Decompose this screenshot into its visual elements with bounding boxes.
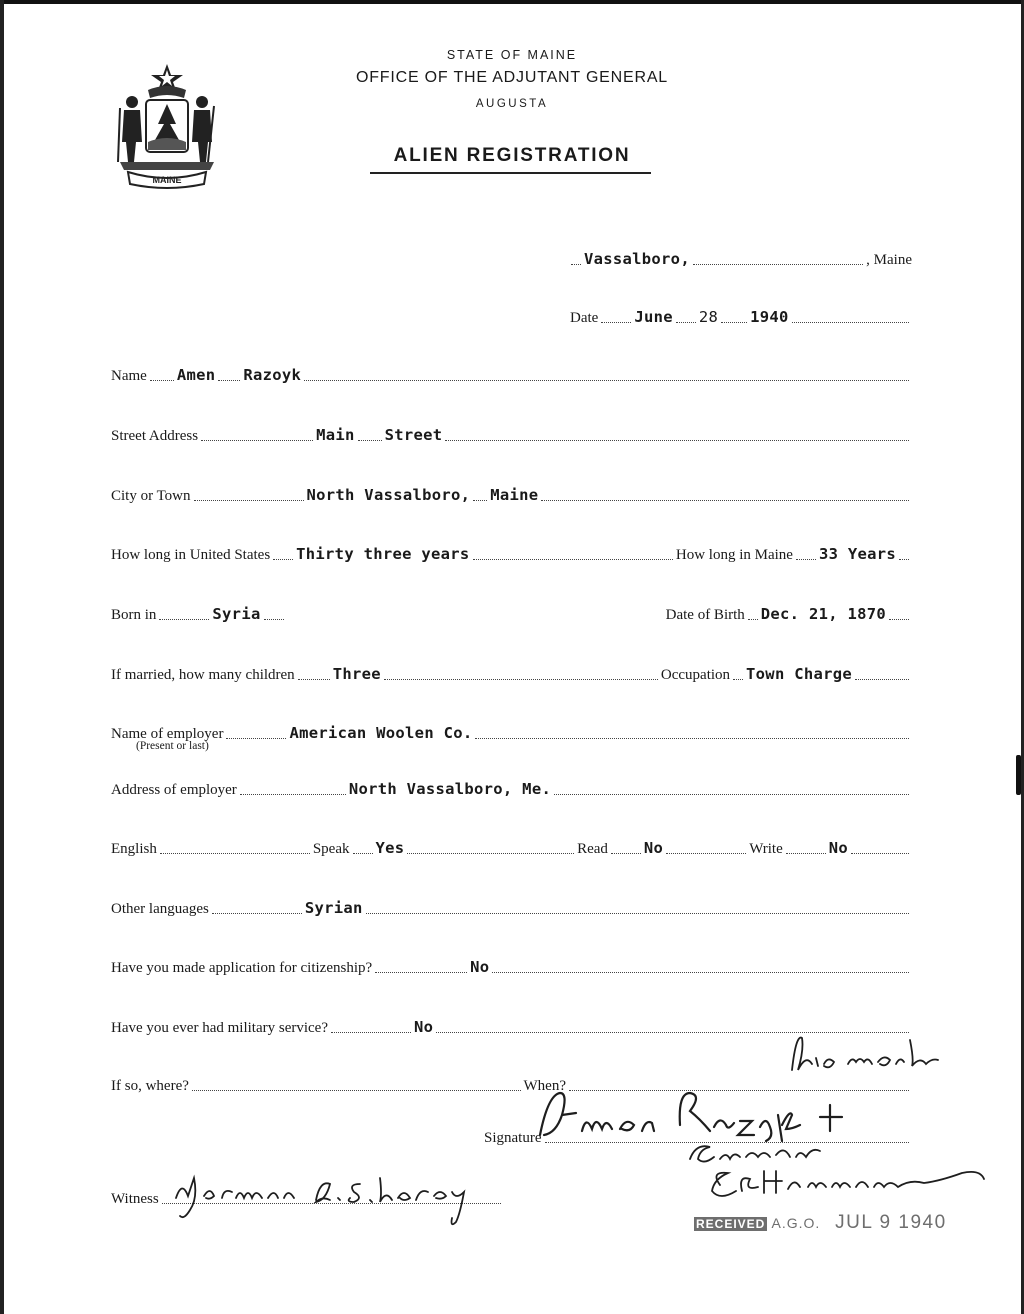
- scan-edge-mark: [1016, 755, 1021, 795]
- english-field: [111, 833, 912, 859]
- name-first: Amen: [176, 366, 216, 384]
- citizenship-field: [111, 952, 912, 978]
- employer-value: American Woolen Co.: [289, 724, 473, 742]
- name-last: Razoyk: [243, 366, 302, 384]
- scan-border-left: [0, 0, 4, 1314]
- speak-label: Speak: [312, 841, 350, 857]
- city-label: City or Town: [111, 488, 191, 504]
- street-address-part2: Street: [384, 426, 443, 444]
- form-title: ALIEN REGISTRATION: [393, 145, 631, 166]
- name-field: [111, 360, 912, 386]
- how-long-us-label: How long in United States: [111, 547, 271, 563]
- how-long-maine-value: 33 Years: [818, 545, 896, 563]
- street-address-part1: Main: [316, 426, 355, 444]
- read-label: Read: [577, 841, 608, 857]
- header-city: AUGUSTA: [475, 98, 549, 110]
- street-address-field: [111, 420, 912, 446]
- occupation-label: Occupation: [660, 667, 731, 683]
- speak-value: Yes: [375, 839, 405, 857]
- other-languages-value: Syrian: [304, 899, 363, 917]
- children-label: If married, how many children: [111, 667, 295, 683]
- city-field: [111, 480, 912, 506]
- place-line: [568, 244, 912, 270]
- date-line: [570, 302, 912, 328]
- city-part2: Maine: [490, 486, 539, 504]
- military-label: Have you ever had military service?: [111, 1020, 328, 1036]
- where-label: If so, where?: [111, 1078, 189, 1094]
- witness-label: Witness: [111, 1191, 159, 1207]
- other-languages-label: Other languages: [111, 901, 209, 917]
- maine-state-seal-icon: [110, 62, 224, 190]
- employer-address-field: [111, 774, 912, 800]
- children-value: Three: [332, 665, 381, 683]
- born-in-label: Born in: [111, 607, 157, 623]
- seal-text: MAINE: [152, 175, 182, 185]
- stamp-date: JUL 9 1940: [835, 1212, 947, 1233]
- employer-sublabel: (Present or last): [136, 740, 209, 752]
- residency-field: [111, 539, 912, 565]
- write-label: Write: [749, 841, 783, 857]
- scan-border-top: [0, 0, 1024, 4]
- dob-value: Dec. 21, 1870: [760, 605, 886, 623]
- occupation-value: Town Charge: [746, 665, 852, 683]
- citizenship-label: Have you made application for citizenship?: [111, 960, 373, 976]
- witnessed-handwriting: [680, 1135, 1000, 1210]
- birth-field: [111, 599, 912, 625]
- dob-label: Date of Birth: [665, 607, 745, 623]
- date-day: 28: [698, 308, 719, 326]
- date-year: 1940: [750, 308, 789, 326]
- place-town: Vassalboro,: [584, 250, 690, 268]
- street-address-label: Street Address: [111, 428, 199, 444]
- stamp-org: A.G.O.: [771, 1215, 821, 1231]
- date-label: Date: [570, 310, 599, 326]
- citizenship-value: No: [470, 958, 490, 976]
- read-value: No: [643, 839, 664, 857]
- place-suffix: , Maine: [866, 252, 912, 268]
- title-underline: [370, 172, 651, 174]
- employer-label: Name of employer: [111, 726, 224, 742]
- write-value: No: [828, 839, 848, 857]
- header-state: STATE OF MAINE: [446, 48, 578, 62]
- other-languages-field: [111, 893, 912, 919]
- when-label: When?: [523, 1078, 566, 1094]
- family-occupation-field: [111, 659, 912, 685]
- born-in-value: Syria: [212, 605, 261, 623]
- city-part1: North Vassalboro,: [306, 486, 471, 504]
- header-office: OFFICE OF THE ADJUTANT GENERAL: [355, 69, 669, 86]
- military-value: No: [414, 1018, 434, 1036]
- employer-field: [111, 718, 912, 744]
- name-label: Name: [111, 368, 147, 384]
- employer-address-label: Address of employer: [111, 782, 237, 798]
- how-long-maine-label: How long in Maine: [675, 547, 793, 563]
- date-month: June: [634, 308, 673, 326]
- stamp-prefix: RECEIVED: [696, 1217, 766, 1231]
- his-mark-handwriting: [786, 1030, 946, 1080]
- how-long-us-value: Thirty three years: [296, 545, 470, 563]
- received-stamp: [694, 1212, 947, 1234]
- english-label: English: [111, 841, 157, 857]
- employer-address-value: North Vassalboro, Me.: [348, 780, 552, 798]
- witness-handwriting: [170, 1170, 490, 1230]
- signature-label: Signature: [484, 1130, 542, 1146]
